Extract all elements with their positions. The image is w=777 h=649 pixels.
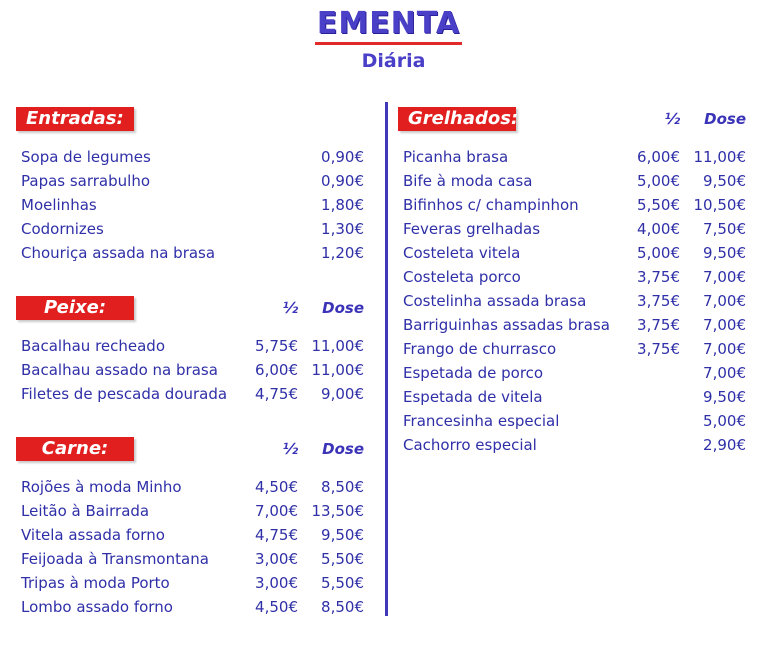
menu-item-row bbox=[398, 385, 750, 409]
section-carne bbox=[16, 437, 368, 619]
item-name: Costeleta vitela bbox=[403, 244, 521, 262]
item-dose-price: 9,50€ bbox=[703, 172, 746, 190]
menu-item-row bbox=[398, 433, 750, 457]
section-header bbox=[16, 437, 368, 465]
menu-item-row bbox=[398, 289, 750, 313]
item-name: Rojões à moda Minho bbox=[21, 478, 182, 496]
item-dose-price: 11,00€ bbox=[311, 361, 364, 379]
item-list bbox=[398, 145, 750, 457]
menu-item-row bbox=[16, 169, 368, 193]
item-price: 1,20€ bbox=[321, 244, 364, 262]
item-name: Papas sarrabulho bbox=[21, 172, 151, 190]
item-name: Filetes de pescada dourada bbox=[21, 385, 228, 403]
menu-item-row bbox=[16, 595, 368, 619]
item-half-price: 5,75€ bbox=[255, 337, 298, 355]
item-name: Vitela assada forno bbox=[21, 526, 165, 544]
menu-item-row bbox=[16, 523, 368, 547]
menu-item-row bbox=[16, 241, 368, 265]
item-name: Picanha brasa bbox=[403, 148, 509, 166]
section-title: Grelhados: bbox=[398, 107, 516, 131]
item-name: Costeleta porco bbox=[403, 268, 521, 286]
item-list bbox=[16, 145, 368, 265]
item-half-price: 6,00€ bbox=[255, 361, 298, 379]
item-name: Moelinhas bbox=[21, 196, 97, 214]
menu-item-row bbox=[16, 334, 368, 358]
section-grelhados bbox=[398, 107, 750, 457]
item-dose-price: 9,00€ bbox=[321, 385, 364, 403]
item-dose-price: 13,50€ bbox=[311, 502, 364, 520]
item-name: Lombo assado forno bbox=[21, 598, 173, 616]
item-dose-price: 9,50€ bbox=[703, 388, 746, 406]
section-header bbox=[398, 107, 750, 135]
dose-header: Dose bbox=[704, 110, 746, 128]
menu-title-block bbox=[0, 6, 777, 45]
item-name: Chouriça assada na brasa bbox=[21, 244, 216, 262]
item-dose-price: 7,00€ bbox=[703, 364, 746, 382]
item-dose-price: 8,50€ bbox=[321, 598, 364, 616]
section-title: Peixe: bbox=[16, 296, 134, 320]
item-list bbox=[16, 475, 368, 619]
item-dose-price: 5,50€ bbox=[321, 574, 364, 592]
item-dose-price: 9,50€ bbox=[321, 526, 364, 544]
item-name: Francesinha especial bbox=[403, 412, 560, 430]
section-peixe bbox=[16, 296, 368, 406]
section-header bbox=[16, 107, 368, 135]
item-name: Tripas à moda Porto bbox=[21, 574, 170, 592]
item-price: 0,90€ bbox=[321, 148, 364, 166]
half-portion-header: ½ bbox=[282, 440, 298, 458]
menu-item-row bbox=[16, 358, 368, 382]
item-name: Sopa de legumes bbox=[21, 148, 151, 166]
item-dose-price: 7,00€ bbox=[703, 268, 746, 286]
item-half-price: 3,75€ bbox=[637, 316, 680, 334]
menu-item-row bbox=[16, 547, 368, 571]
item-list bbox=[16, 334, 368, 406]
item-half-price: 4,00€ bbox=[637, 220, 680, 238]
item-name: Bife à moda casa bbox=[403, 172, 533, 190]
item-half-price: 3,75€ bbox=[637, 292, 680, 310]
dose-header: Dose bbox=[322, 440, 364, 458]
item-dose-price: 5,50€ bbox=[321, 550, 364, 568]
item-half-price: 4,75€ bbox=[255, 385, 298, 403]
menu-item-row bbox=[398, 193, 750, 217]
menu-subtitle: Diária bbox=[361, 50, 426, 72]
menu-title: EMENTA bbox=[315, 6, 462, 45]
item-name: Feveras grelhadas bbox=[403, 220, 541, 238]
menu-item-row bbox=[16, 217, 368, 241]
menu-item-row bbox=[16, 475, 368, 499]
menu-item-row bbox=[398, 145, 750, 169]
section-title: Carne: bbox=[16, 437, 134, 461]
item-half-price: 3,00€ bbox=[255, 550, 298, 568]
menu-item-row bbox=[398, 217, 750, 241]
item-name: Costelinha assada brasa bbox=[403, 292, 587, 310]
item-name: Leitão à Bairrada bbox=[21, 502, 150, 520]
item-name: Frango de churrasco bbox=[403, 340, 557, 358]
dose-header: Dose bbox=[322, 299, 364, 317]
item-dose-price: 7,00€ bbox=[703, 316, 746, 334]
item-name: Bacalhau assado na brasa bbox=[21, 361, 218, 379]
column-divider bbox=[385, 102, 388, 616]
menu-item-row bbox=[398, 313, 750, 337]
section-entradas bbox=[16, 107, 368, 265]
item-dose-price: 11,00€ bbox=[693, 148, 746, 166]
item-half-price: 7,00€ bbox=[255, 502, 298, 520]
item-name: Cachorro especial bbox=[403, 436, 537, 454]
item-name: Bifinhos c/ champinhon bbox=[403, 196, 579, 214]
item-name: Espetada de vitela bbox=[403, 388, 543, 406]
menu-item-row bbox=[16, 499, 368, 523]
item-dose-price: 8,50€ bbox=[321, 478, 364, 496]
item-half-price: 4,50€ bbox=[255, 478, 298, 496]
item-dose-price: 2,90€ bbox=[703, 436, 746, 454]
item-dose-price: 7,00€ bbox=[703, 292, 746, 310]
menu-item-row bbox=[16, 193, 368, 217]
half-portion-header: ½ bbox=[282, 299, 298, 317]
menu-item-row bbox=[398, 409, 750, 433]
section-title: Entradas: bbox=[16, 107, 134, 131]
item-name: Barriguinhas assadas brasa bbox=[403, 316, 610, 334]
item-dose-price: 7,00€ bbox=[703, 340, 746, 358]
item-price: 0,90€ bbox=[321, 172, 364, 190]
menu-item-row bbox=[398, 361, 750, 385]
menu-item-row bbox=[398, 241, 750, 265]
item-half-price: 5,00€ bbox=[637, 244, 680, 262]
item-half-price: 5,50€ bbox=[637, 196, 680, 214]
item-name: Espetada de porco bbox=[403, 364, 544, 382]
menu-item-row bbox=[398, 169, 750, 193]
item-price: 1,80€ bbox=[321, 196, 364, 214]
item-half-price: 3,75€ bbox=[637, 340, 680, 358]
item-dose-price: 9,50€ bbox=[703, 244, 746, 262]
section-header bbox=[16, 296, 368, 324]
menu-item-row bbox=[398, 337, 750, 361]
menu-item-row bbox=[398, 265, 750, 289]
item-price: 1,30€ bbox=[321, 220, 364, 238]
item-dose-price: 5,00€ bbox=[703, 412, 746, 430]
item-half-price: 6,00€ bbox=[637, 148, 680, 166]
item-name: Feijoada à Transmontana bbox=[21, 550, 209, 568]
item-half-price: 3,75€ bbox=[637, 268, 680, 286]
item-dose-price: 10,50€ bbox=[693, 196, 746, 214]
item-half-price: 4,50€ bbox=[255, 598, 298, 616]
item-dose-price: 11,00€ bbox=[311, 337, 364, 355]
item-half-price: 3,00€ bbox=[255, 574, 298, 592]
item-name: Codornizes bbox=[21, 220, 104, 238]
item-dose-price: 7,50€ bbox=[703, 220, 746, 238]
menu-item-row bbox=[16, 571, 368, 595]
menu-item-row bbox=[16, 145, 368, 169]
item-half-price: 4,75€ bbox=[255, 526, 298, 544]
item-name: Bacalhau recheado bbox=[21, 337, 166, 355]
half-portion-header: ½ bbox=[664, 110, 680, 128]
menu-item-row bbox=[16, 382, 368, 406]
item-half-price: 5,00€ bbox=[637, 172, 680, 190]
